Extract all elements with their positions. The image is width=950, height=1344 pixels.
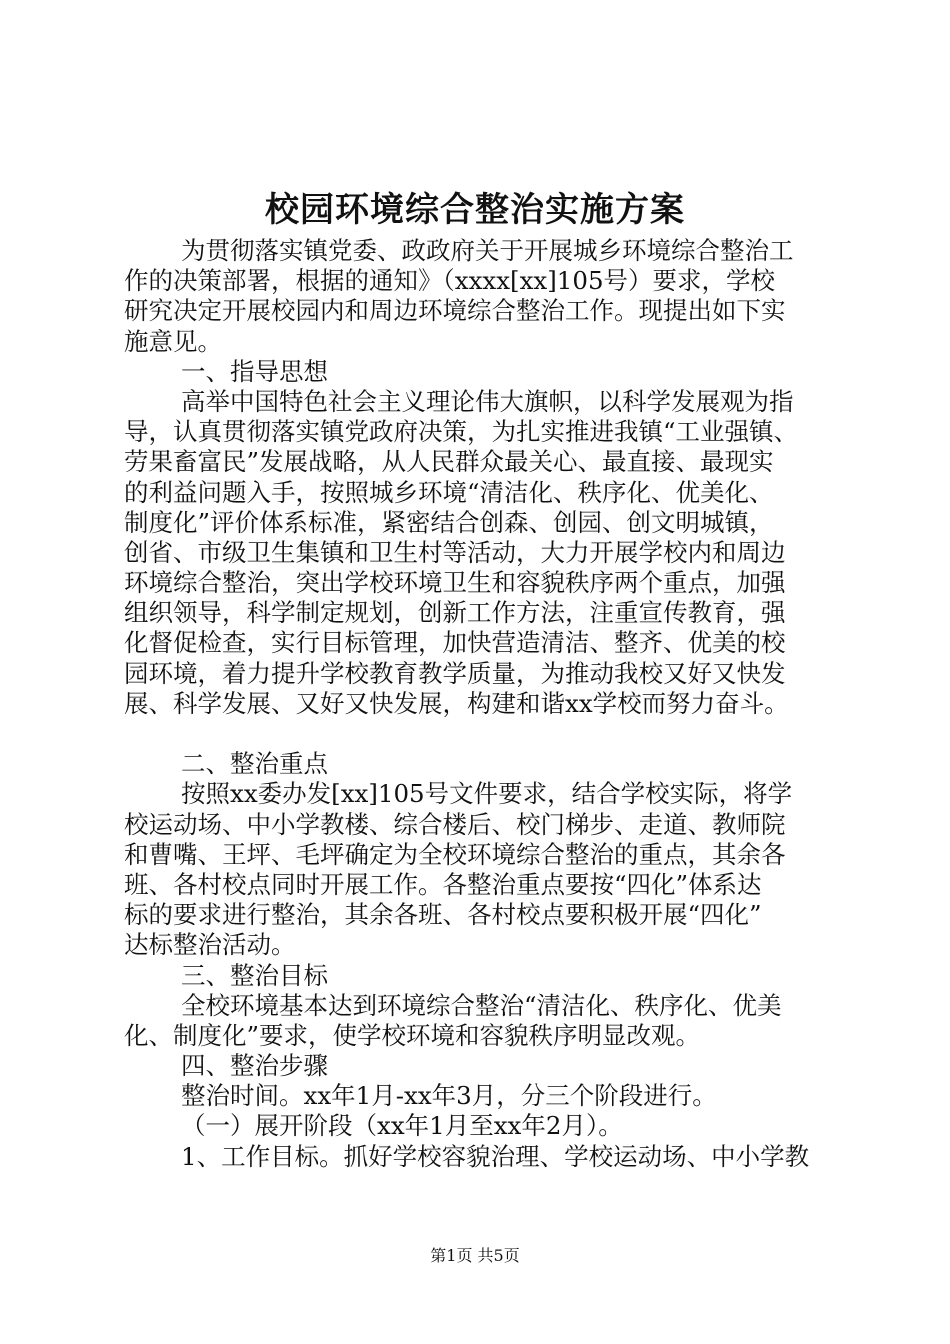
paragraph-line: 班、各村校点同时开展工作。各整治重点要按“四化”体系达 [124,869,762,899]
paragraph-line: 园环境，着力提升学校教育教学质量，为推动我校又好又快发 [124,658,786,688]
section-heading: 三、整治目标 [181,960,328,990]
paragraph-line: 施意见。 [124,326,222,356]
paragraph-line: 研究决定开展校园内和周边环境综合整治工作。现提出如下实 [124,296,786,326]
paragraph-line: 作的决策部署，根据的通知》（xxxx[xx]105号）要求，学校 [124,266,776,296]
paragraph-line: 为贯彻落实镇党委、政政府关于开展城乡环境综合整治工 [181,236,794,265]
paragraph-line: 化督促检查，实行目标管理，加快营造清洁、整齐、优美的校 [124,628,786,658]
paragraph-line: 全校环境基本达到环境综合整治“清洁化、秩序化、优美 [181,990,782,1020]
paragraph-line: 1、工作目标。抓好学校容貌治理、学校运动场、中小学教 [181,1141,810,1171]
paragraph-line: 环境综合整治，突出学校环境卫生和容貌秩序两个重点，加强 [124,568,786,598]
page-number-footer: 第1页 共5页 [430,1246,520,1265]
document-body [124,236,830,1172]
paragraph-line: 劳果畜富民”发展战略，从人民群众最关心、最直接、最现实 [124,447,774,477]
paragraph-line: 组织领导，科学制定规划，创新工作方法，注重宣传教育，强 [124,598,786,628]
document-title: 校园环境综合整治实施方案 [265,190,685,230]
section-heading: 二、整治重点 [181,749,328,779]
paragraph-line: 导，认真贯彻落实镇党政府决策，为扎实推进我镇“工业强镇、 [124,417,799,447]
section-heading: 一、指导思想 [181,356,328,386]
blank-line [124,719,830,749]
paragraph-line: 化、制度化”要求，使学校环境和容貌秩序明显改观。 [124,1020,701,1050]
paragraph-line: 高举中国特色社会主义理论伟大旗帜，以科学发展观为指 [181,386,794,416]
paragraph-line: 创省、市级卫生集镇和卫生村等活动，大力开展学校内和周边 [124,537,786,567]
subsection-heading: （一）展开阶段（xx年1月至xx年2月）。 [181,1111,623,1141]
paragraph-line: 标的要求进行整治，其余各班、各村校点要积极开展“四化” [124,900,762,930]
paragraph-line: 校运动场、中小学教楼、综合楼后、校门梯步、走道、教师院 [124,809,786,839]
paragraph-line: 制度化”评价体系标准，紧密结合创森、创园、创文明城镇， [124,507,774,537]
paragraph-line: 按照xx委办发[xx]105号文件要求，结合学校实际，将学 [181,779,793,809]
section-heading: 四、整治步骤 [181,1051,328,1081]
paragraph-line: 展、科学发展、又好又快发展，构建和谐xx学校而努力奋斗。 [124,688,789,718]
paragraph-line: 达标整治活动。 [124,930,296,960]
paragraph-line: 整治时间。xx年1月-xx年3月，分三个阶段进行。 [181,1081,717,1111]
paragraph-line: 的利益问题入手，按照城乡环境“清洁化、秩序化、优美化、 [124,477,774,507]
paragraph-line: 和曹嘴、王坪、毛坪确定为全校环境综合整治的重点，其余各 [124,839,786,869]
